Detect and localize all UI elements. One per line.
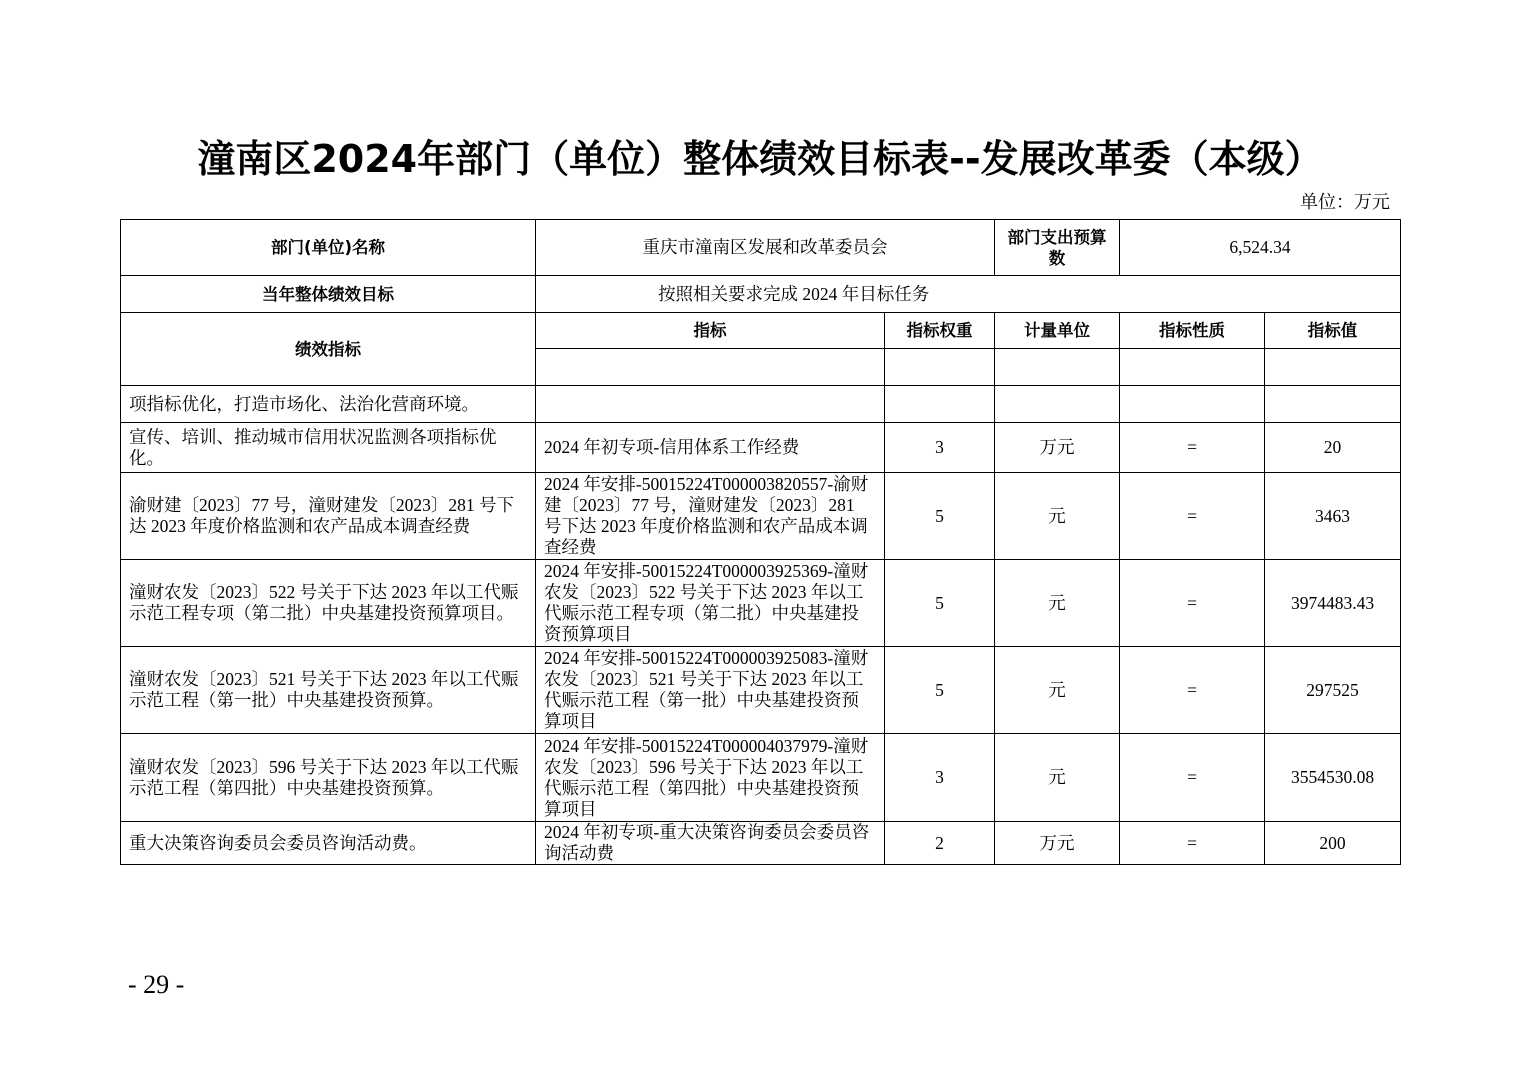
col-indicator: 指标 — [536, 313, 885, 349]
row-value — [1265, 386, 1401, 423]
document-title: 潼南区2024年部门（单位）整体绩效目标表--发展改革委（本级） — [197, 137, 1323, 181]
row-weight — [885, 386, 995, 423]
goal-label: 当年整体绩效目标 — [121, 276, 536, 313]
row-value: 3463 — [1265, 473, 1401, 560]
row-unit: 元 — [995, 560, 1120, 647]
row-indicator: 2024 年初专项-重大决策咨询委员会委员咨询活动费 — [536, 822, 885, 865]
table-row — [121, 386, 1401, 423]
dept-label: 部门(单位)名称 — [121, 220, 536, 276]
row-desc: 重大决策咨询委员会委员咨询活动费。 — [121, 822, 536, 865]
goal-row — [121, 276, 1401, 313]
row-value: 3554530.08 — [1265, 734, 1401, 822]
table-row — [121, 734, 1401, 822]
table-row — [121, 560, 1401, 647]
row-indicator: 2024 年安排-50015224T000004037979-潼财农发〔2023〕596 号关于下达 2023 年以工代赈示范工程（第四批）中央基建投资预算项目 — [536, 734, 885, 822]
col-nature: 指标性质 — [1120, 313, 1265, 349]
col-value: 指标值 — [1265, 313, 1401, 349]
col-weight: 指标权重 — [885, 313, 995, 349]
row-nature: = — [1120, 647, 1265, 734]
unit-note: 单位：万元 — [1300, 192, 1390, 212]
row-indicator — [536, 386, 885, 423]
row-unit: 元 — [995, 647, 1120, 734]
row-weight: 3 — [885, 734, 995, 822]
row-value: 3974483.43 — [1265, 560, 1401, 647]
row-indicator: 2024 年安排-50015224T000003925083-潼财农发〔2023〕521 号关于下达 2023 年以工代赈示范工程（第一批）中央基建投资预算项目 — [536, 647, 885, 734]
row-nature: = — [1120, 423, 1265, 473]
row-unit: 万元 — [995, 822, 1120, 865]
table-row — [121, 647, 1401, 734]
row-unit: 万元 — [995, 423, 1120, 473]
row-nature: = — [1120, 560, 1265, 647]
table-row — [121, 473, 1401, 560]
row-nature: = — [1120, 734, 1265, 822]
row-nature: = — [1120, 473, 1265, 560]
row-desc: 潼财农发〔2023〕596 号关于下达 2023 年以工代赈示范工程（第四批）中央基建投资预算。 — [121, 734, 536, 822]
performance-table — [120, 219, 1401, 865]
row-indicator: 2024 年初专项-信用体系工作经费 — [536, 423, 885, 473]
col-unit: 计量单位 — [995, 313, 1120, 349]
row-value: 20 — [1265, 423, 1401, 473]
table-row — [121, 423, 1401, 473]
goal-text: 按照相关要求完成 2024 年目标任务 — [536, 276, 1401, 313]
row-unit: 元 — [995, 734, 1120, 822]
row-nature — [1120, 386, 1265, 423]
row-weight: 2 — [885, 822, 995, 865]
dept-name: 重庆市潼南区发展和改革委员会 — [536, 220, 995, 276]
row-weight: 5 — [885, 647, 995, 734]
row-desc: 潼财农发〔2023〕522 号关于下达 2023 年以工代赈示范工程专项（第二批）中央基建投资预算项目。 — [121, 560, 536, 647]
column-header-row — [121, 313, 1401, 349]
indicators-label: 绩效指标 — [121, 313, 536, 386]
row-desc: 潼财农发〔2023〕521 号关于下达 2023 年以工代赈示范工程（第一批）中央基建投资预算。 — [121, 647, 536, 734]
row-unit — [995, 386, 1120, 423]
row-indicator: 2024 年安排-50015224T000003925369-潼财农发〔2023〕522 号关于下达 2023 年以工代赈示范工程专项（第二批）中央基建投资预算项目 — [536, 560, 885, 647]
row-nature: = — [1120, 822, 1265, 865]
row-indicator: 2024 年安排-50015224T000003820557-渝财建〔2023〕77 号，潼财建发〔2023〕281 号下达 2023 年度价格监测和农产品成本调查经费 — [536, 473, 885, 560]
row-weight: 5 — [885, 473, 995, 560]
row-desc: 宣传、培训、推动城市信用状况监测各项指标优化。 — [121, 423, 536, 473]
row-value: 297525 — [1265, 647, 1401, 734]
table-row — [121, 822, 1401, 865]
dept-row — [121, 220, 1401, 276]
row-value: 200 — [1265, 822, 1401, 865]
page-number: - 29 - — [128, 970, 185, 999]
row-unit: 元 — [995, 473, 1120, 560]
budget-value: 6,524.34 — [1120, 220, 1401, 276]
row-weight: 3 — [885, 423, 995, 473]
row-desc: 渝财建〔2023〕77 号，潼财建发〔2023〕281 号下达 2023 年度价格监测和农产品成本调查经费 — [121, 473, 536, 560]
budget-label: 部门支出预算数 — [995, 220, 1120, 276]
row-desc: 项指标优化，打造市场化、法治化营商环境。 — [121, 386, 536, 423]
row-weight: 5 — [885, 560, 995, 647]
